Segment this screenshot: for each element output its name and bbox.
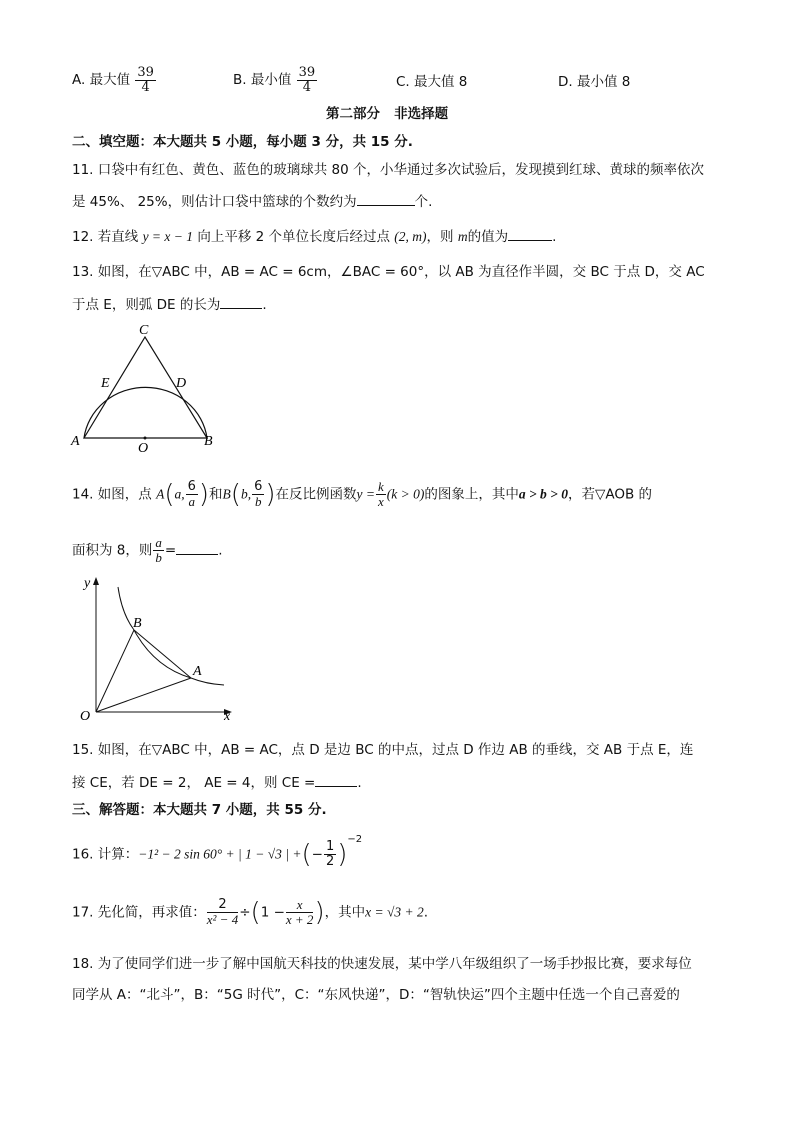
option-a-fraction xyxy=(135,66,156,95)
paren-close-icon: ) xyxy=(337,839,348,870)
label-c: C xyxy=(139,323,149,338)
q14-point-b-name: B xyxy=(222,486,231,502)
q17-one-minus: 1 − xyxy=(260,904,285,921)
q14-point-a-den: a xyxy=(188,494,195,509)
label-d: D xyxy=(176,376,187,391)
q17-f2-num: x xyxy=(286,898,314,913)
section2-heading: 二、填空题：本大题共 5 小题，每小题 3 分，共 15 分. xyxy=(72,134,413,150)
q14-cond: (k > 0) xyxy=(386,486,425,502)
q12-var: m xyxy=(457,229,468,244)
q14-post2: ，若▽AOB 的 xyxy=(568,486,653,503)
label-b: B xyxy=(133,616,142,631)
q16-frac-den: 2 xyxy=(325,854,335,869)
hyperbola-curve xyxy=(118,587,224,685)
q13-line1: 13. 如图，在▽ABC 中，AB = AC = 6cm，∠BAC = 60°，以 AB 为直径作半圆，交 BC 于点 D，交 AC xyxy=(72,264,705,280)
label-y: y xyxy=(84,576,91,591)
option-b-prefix: B. xyxy=(233,72,247,88)
q17-fraction-1 xyxy=(207,898,238,927)
q14-inequality: a > b > 0 xyxy=(518,486,568,502)
q16-frac-num: 1 xyxy=(325,839,335,854)
q14-func-num: k xyxy=(377,479,384,494)
paren-close-icon: ) xyxy=(198,479,210,510)
q14-end: . xyxy=(218,542,223,559)
paren-open-icon: ( xyxy=(230,479,241,510)
q16-exponent: −2 xyxy=(347,834,363,845)
label-a: A xyxy=(71,434,80,449)
label-b: B xyxy=(204,434,213,449)
q14-ratio-fraction xyxy=(153,536,164,565)
q14-point-a-x: a, xyxy=(174,486,185,502)
q11-line1: 11. 口袋中有红色、黄色、蓝色的玻璃球共 80 个，小华通过多次试验后，发现摸到红球、黄球的频率依次 xyxy=(72,162,705,178)
q11-line2-end: 个. xyxy=(414,194,433,210)
option-d: D. 最小值 8 xyxy=(558,74,631,90)
q17-value: x = √3 + 2 xyxy=(365,904,424,920)
q15-answer-blank xyxy=(315,774,357,787)
q17-f2-den: x + 2 xyxy=(285,912,314,927)
q14-ratio-den: b xyxy=(155,550,162,565)
paren-open-icon: ( xyxy=(250,897,261,928)
q14-post: 的图象上，其中 xyxy=(424,486,519,503)
q13-answer-blank xyxy=(220,296,262,309)
option-b xyxy=(233,66,318,95)
q14-point-b-den: b xyxy=(254,494,262,509)
label-o: O xyxy=(138,441,149,456)
q12-point: (2, m) xyxy=(394,229,427,244)
option-a-prefix: A. xyxy=(72,72,86,88)
part2-title: 第二部分 非选择题 xyxy=(326,106,449,122)
option-c: C. 最大值 8 xyxy=(396,74,468,90)
q14-line2 xyxy=(72,536,223,565)
q12-end: . xyxy=(552,229,557,245)
q15-end: . xyxy=(357,775,362,791)
option-b-denominator: 4 xyxy=(302,80,312,95)
q14-point-a-name: A xyxy=(156,486,165,502)
q12-mid1: 向上平移 2 个单位长度后经过点 xyxy=(197,229,390,245)
q17-line xyxy=(72,898,428,927)
q17-f1-num: 2 xyxy=(207,898,238,913)
q14-pre: 14. 如图，点 xyxy=(72,486,152,503)
semicircle-ab xyxy=(84,387,207,438)
paren-close-icon: ) xyxy=(314,897,325,928)
option-b-numerator: 39 xyxy=(298,65,316,80)
paren-close-icon: ) xyxy=(265,479,276,510)
q13-end: . xyxy=(262,297,267,313)
q14-func-den: x xyxy=(377,494,384,509)
section3-heading: 三、解答题：本大题共 7 小题，共 55 分. xyxy=(72,802,327,818)
q14-and: 和 xyxy=(209,486,223,503)
q11-line2-text: 是 45%、 25%，则估计口袋中篮球的个数约为 xyxy=(72,194,357,210)
q14-point-a-fraction xyxy=(186,480,198,509)
q16-pre: 16. 计算： xyxy=(72,846,139,863)
q13-line2 xyxy=(72,296,267,313)
option-a-numerator: 39 xyxy=(137,65,154,80)
label-a: A xyxy=(193,664,202,679)
q14-equals: = xyxy=(164,542,177,559)
q14-point-b-num: 6 xyxy=(254,479,263,494)
q15-line2-text: 接 CE，若 DE = 2， AE = 4，则 CE = xyxy=(72,775,316,791)
q15-line1: 15. 如图，在▽ABC 中，AB = AC，点 D 是边 BC 的中点，过点 D 作边 AB 的垂线，交 AB 于点 E，连 xyxy=(72,742,694,758)
q14-point-b-fraction xyxy=(252,480,264,509)
q12-line xyxy=(72,228,556,245)
paren-open-icon: ( xyxy=(301,839,312,870)
q17-end: . xyxy=(423,904,429,921)
option-a-text: 最大值 xyxy=(89,72,131,88)
q17-post: ，其中 xyxy=(324,904,366,921)
q16-line xyxy=(72,834,363,870)
q12-mid2: ，则 xyxy=(426,229,454,245)
q11-line2 xyxy=(72,193,432,210)
segment-oa xyxy=(96,678,191,712)
q14-point-a-num: 6 xyxy=(187,479,196,494)
q12-equation: y = x − 1 xyxy=(142,229,194,244)
label-e: E xyxy=(101,376,110,391)
q16-expression: −1² − 2 sin 60° + | 1 − √3 | + xyxy=(138,846,302,862)
figure-14 xyxy=(76,572,246,724)
q18-line1: 18. 为了使同学们进一步了解中国航天科技的快速发展，某中学八年级组织了一场手抄报比赛，要求每位 xyxy=(72,956,692,972)
q14-mid: 在反比例函数 xyxy=(275,486,357,503)
figure-13 xyxy=(68,318,228,458)
label-o: O xyxy=(80,709,91,724)
option-a-denominator: 4 xyxy=(141,80,150,95)
q18-line2: 同学从 A：“北斗”，B：“5G 时代”，C：“东风快递”，D：“智轨快运”四个主题中任选一个自己喜爱的 xyxy=(72,987,680,1003)
q14-line2-text: 面积为 8，则 xyxy=(72,542,153,559)
q14-point-b-x: b, xyxy=(240,486,252,502)
q12-answer-blank xyxy=(508,228,552,241)
q17-divide: ÷ xyxy=(239,904,251,921)
q17-fraction-2 xyxy=(286,898,314,927)
q14-ratio-num: a xyxy=(155,535,162,550)
center-point-o xyxy=(144,437,147,440)
q17-f1-den: x² − 4 xyxy=(206,912,239,927)
q15-line2 xyxy=(72,774,362,791)
q13-line2-text: 于点 E，则弧 DE 的长为 xyxy=(72,297,221,313)
label-x: x xyxy=(224,709,231,724)
option-a xyxy=(72,66,157,95)
paren-open-icon: ( xyxy=(164,479,175,510)
q12-pre: 12. 若直线 xyxy=(72,229,139,245)
q12-post: 的值为 xyxy=(467,229,509,245)
segment-ab xyxy=(134,630,191,678)
y-axis-arrow-icon xyxy=(93,577,99,585)
segment-ob xyxy=(96,630,134,712)
q14-func-y: y = xyxy=(356,486,375,502)
q14-func-fraction xyxy=(376,480,386,509)
option-b-text: 最小值 xyxy=(250,72,292,88)
q14-line1 xyxy=(72,480,652,509)
q14-answer-blank xyxy=(176,542,218,555)
option-b-fraction xyxy=(297,66,318,95)
q16-fraction xyxy=(324,840,336,869)
q16-minus: − xyxy=(311,846,323,863)
q11-answer-blank xyxy=(357,193,415,206)
q17-pre: 17. 先化简，再求值： xyxy=(72,904,206,921)
